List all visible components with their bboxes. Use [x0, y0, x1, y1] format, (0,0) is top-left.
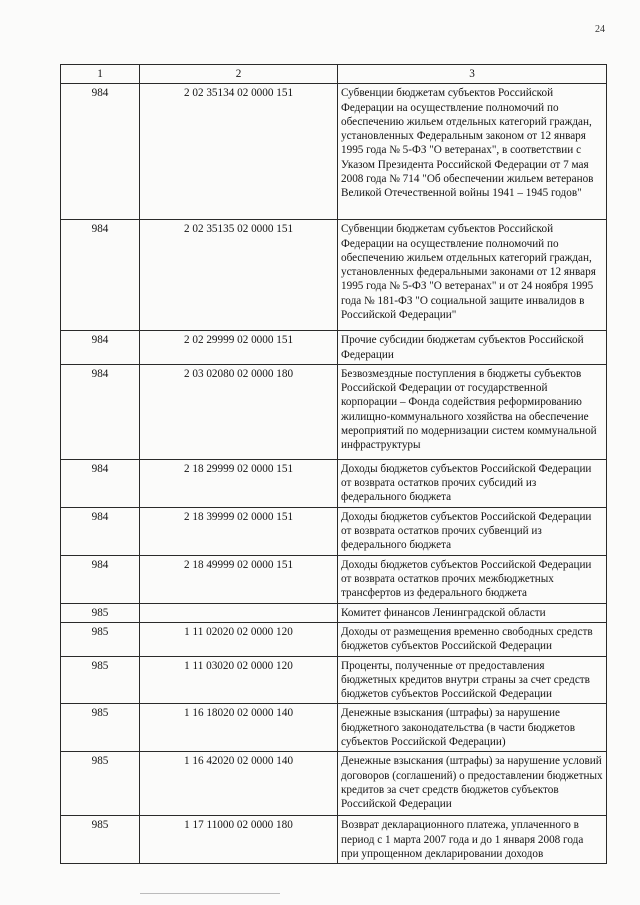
description-cell: Возврат декларационного платежа, уплаченного в период с 1 марта 2007 года и до 1 января 2008 года при упрощенном декларировании доходов	[338, 816, 607, 864]
budget-code-cell: 2 02 35134 02 0000 151	[140, 84, 338, 220]
budget-code-cell: 2 03 02080 02 0000 180	[140, 364, 338, 459]
budget-code-cell: 2 02 29999 02 0000 151	[140, 331, 338, 365]
description-cell: Доходы бюджетов субъектов Российской Федерации от возврата остатков прочих межбюджетных трансфертов из федерального бюджета	[338, 555, 607, 603]
table-header-row	[61, 65, 607, 84]
budget-code-cell: 1 16 18020 02 0000 140	[140, 704, 338, 752]
table-row	[61, 84, 607, 220]
admin-code-cell: 984	[61, 364, 140, 459]
column-header: 3	[338, 65, 607, 84]
description-cell: Безвозмездные поступления в бюджеты субъектов Российской Федерации от государственной корпорации – Фонда содействия реформированию жилищно-коммунального хозяйства на обеспечение мероприятий по модернизации систем коммунальной инфраструктуры	[338, 364, 607, 459]
admin-code-cell: 984	[61, 331, 140, 365]
table-row	[61, 622, 607, 656]
description-cell: Денежные взыскания (штрафы) за нарушение бюджетного законодательства (в части бюджетов субъектов Российской Федерации)	[338, 704, 607, 752]
description-cell: Прочие субсидии бюджетам субъектов Российской Федерации	[338, 331, 607, 365]
budget-code-cell: 1 11 03020 02 0000 120	[140, 656, 338, 704]
admin-code-cell: 984	[61, 555, 140, 603]
budget-code-cell: 2 18 29999 02 0000 151	[140, 459, 338, 507]
table-row	[61, 507, 607, 555]
admin-code-cell: 985	[61, 704, 140, 752]
table-row	[61, 220, 607, 331]
section-header-row	[61, 603, 607, 622]
budget-code-cell: 2 18 39999 02 0000 151	[140, 507, 338, 555]
budget-code-cell: 1 16 42020 02 0000 140	[140, 752, 338, 816]
table-row	[61, 704, 607, 752]
budget-code-cell: 1 11 02020 02 0000 120	[140, 622, 338, 656]
description-cell: Субвенции бюджетам субъектов Российской Федерации на осуществление полномочий по обеспечению жильем отдельных категорий граждан, установленных Федеральным законом от 12 января 1995 года № 5-ФЗ "О ветеранах", в соответствии с Указом Президента Российской Федерации от 7 мая 2008 года № 714 "Об обеспечении жильем ветеранов Великой Отечественной войны 1941 – 1945 годов"	[338, 84, 607, 220]
table-row	[61, 752, 607, 816]
admin-code-cell: 984	[61, 507, 140, 555]
admin-code-cell: 985	[61, 816, 140, 864]
section-title-cell: Комитет финансов Ленинградской области	[338, 603, 607, 622]
budget-code-cell	[140, 603, 338, 622]
budget-code-cell: 1 17 11000 02 0000 180	[140, 816, 338, 864]
description-cell: Доходы от размещения временно свободных средств бюджетов субъектов Российской Федерации	[338, 622, 607, 656]
table-row	[61, 459, 607, 507]
income-codes-table	[60, 64, 607, 864]
description-cell: Субвенции бюджетам субъектов Российской Федерации на осуществление полномочий по обеспечению жильем отдельных категорий граждан, установленных федеральными законами от 12 января 1995 года № 5-ФЗ "О ветеранах" и от 24 ноября 1995 года № 181-ФЗ "О социальной защите инвалидов в Российской Федерации"	[338, 220, 607, 331]
description-cell: Денежные взыскания (штрафы) за нарушение условий договоров (соглашений) о предоставлении бюджетных кредитов за счет средств бюджетов субъектов Российской Федерации	[338, 752, 607, 816]
admin-code-cell: 984	[61, 459, 140, 507]
column-header: 2	[140, 65, 338, 84]
admin-code-cell: 985	[61, 752, 140, 816]
scan-artifact-line	[140, 893, 280, 894]
admin-code-cell: 985	[61, 603, 140, 622]
budget-code-cell: 2 02 35135 02 0000 151	[140, 220, 338, 331]
description-cell: Доходы бюджетов субъектов Российской Федерации от возврата остатков прочих субсидий из федерального бюджета	[338, 459, 607, 507]
description-cell: Проценты, полученные от предоставления бюджетных кредитов внутри страны за счет средств бюджетов субъектов Российской Федерации	[338, 656, 607, 704]
page-number: 24	[595, 24, 605, 35]
table-row	[61, 331, 607, 365]
admin-code-cell: 985	[61, 656, 140, 704]
table-row	[61, 816, 607, 864]
admin-code-cell: 984	[61, 84, 140, 220]
description-cell: Доходы бюджетов субъектов Российской Федерации от возврата остатков прочих субвенций из федерального бюджета	[338, 507, 607, 555]
table-row	[61, 656, 607, 704]
budget-code-cell: 2 18 49999 02 0000 151	[140, 555, 338, 603]
table-row	[61, 364, 607, 459]
table-row	[61, 555, 607, 603]
admin-code-cell: 984	[61, 220, 140, 331]
admin-code-cell: 985	[61, 622, 140, 656]
column-header: 1	[61, 65, 140, 84]
